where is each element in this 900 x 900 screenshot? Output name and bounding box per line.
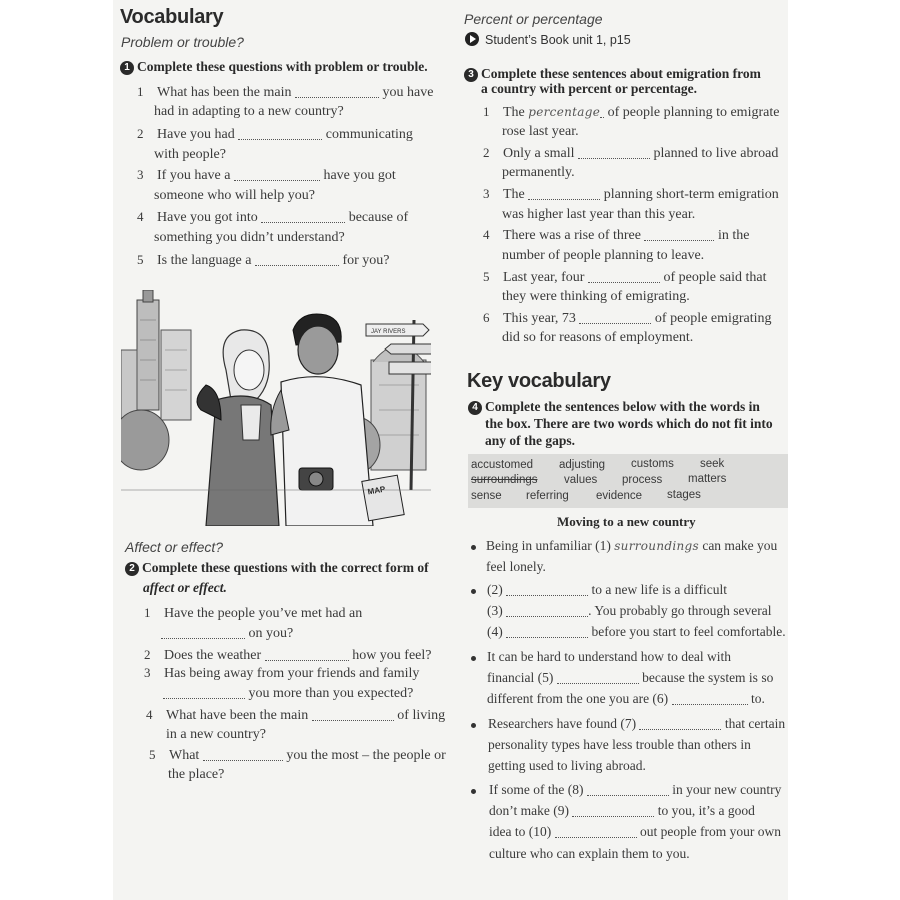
exercise-2-instruction: 2 Complete these questions with the correct form of [125,560,429,576]
ex2-item-4: 4 What have been the main of living [146,707,446,723]
ex3-item-1-cont: rose last year. [502,124,579,139]
bullet-2: (2) to a new life is a difficult [487,582,727,597]
bullet-4-cont: getting used to living abroad. [488,758,646,773]
direction-sign-text: JAY RIVERS [371,329,406,335]
bullet-point [471,656,476,661]
ex3-item-3: 3 The planning short-term emigration [483,186,779,202]
word-option: process [622,474,663,486]
word-option: evidence [596,490,643,502]
exercise-number-badge: 4 [468,401,482,415]
answer-blank[interactable] [572,806,654,817]
ex1-item-4: 4 Have you got into because of [137,209,409,225]
answer-blank[interactable] [312,710,394,721]
word-option: stages [667,489,701,501]
word-option: values [564,474,598,486]
exercise-3-instruction-cont: a country with percent or percentage. [481,81,697,96]
students-book-reference: Student’s Book unit 1, p15 [465,32,631,47]
bullet-3-cont: financial (5) because the system is so [487,670,774,685]
bullet-2-cont: (4) before you start to feel comfortable. [487,624,786,639]
bullet-1: Being in unfamiliar (1) surroundings can make you [486,538,778,553]
word-option: sense [471,490,502,502]
backpack [197,385,221,420]
answer-blank[interactable] [555,827,637,838]
exercise-1-instruction: 1 Complete these questions with problem or trouble. [120,59,428,75]
exercise-4-instruction-cont: the box. There are two words which do not fit into [485,416,773,431]
bullet-1-cont: feel lonely. [486,559,546,574]
ex3-item-2: 2 Only a small planned to live abroad [483,145,779,161]
ex1-item-4-cont: something you didn’t understand? [154,230,345,245]
camera-lens [309,472,323,486]
ex3-item-4-cont: number of people planning to leave. [502,248,705,263]
bullet-4-cont: personality types have less trouble than others in [488,737,751,752]
ex2-item-5: 5 What you the most – the people or [149,747,446,763]
answer-blank[interactable] [234,170,320,181]
exercise-number-badge: 1 [120,61,134,75]
answer-blank[interactable] [506,627,588,638]
direction-sign [389,362,431,374]
ex1-item-3-cont: someone who will help you? [154,188,315,203]
answer-blank[interactable] [203,750,283,761]
ex2-item-4-cont: in a new country? [166,727,266,742]
ex1-item-2-cont: with people? [154,147,226,162]
bullet-5-cont: idea to (10) out people from your own [489,824,781,839]
ex1-item-1: 1 What has been the main you have [137,84,434,100]
word-option: matters [688,473,727,485]
answer-blank[interactable] [161,628,245,639]
play-arrow-icon [465,32,479,46]
word-option: accustomed [471,459,534,471]
exercise-number-badge: 3 [464,68,478,82]
ex2-item-2: 2 Does the weather how you feel? [144,647,432,663]
building [161,330,191,420]
word-option-used: surroundings [471,474,538,486]
handwritten-answer: percentage [528,105,601,119]
ex2-item-3-cont: you more than you expected? [163,686,413,702]
problem-trouble-subheading: Problem or trouble? [121,34,244,50]
ex3-item-1: 1 The percentage of people planning to emigrate [483,104,780,120]
word-option: customs [631,458,674,470]
answer-blank[interactable] [639,719,721,730]
word-option: referring [526,490,569,502]
affect-effect-subheading: Affect or effect? [125,539,224,555]
vocabulary-heading: Vocabulary [120,6,224,28]
answer-blank[interactable] [506,585,588,596]
ex2-item-5-cont: the place? [168,767,225,782]
ex3-item-3-cont: was higher last year than this year. [502,207,696,222]
ex1-item-1-cont: had in adapting to a new country? [154,104,344,119]
bullet-5-cont: don’t make (9) to you, it’s a good [489,803,755,818]
ex3-item-6: 6 This year, 73 of people emigrating [483,310,772,326]
ex2-item-3: 3 Has being away from your friends and family [144,665,420,681]
answer-blank[interactable] [644,230,714,241]
bullet-point [471,723,476,728]
direction-sign [385,344,431,354]
tower-building [137,300,159,410]
exercise-number-badge: 2 [125,562,139,576]
map-label: MAP [366,484,387,497]
handwritten-answer: surroundings [614,539,699,553]
ex3-item-6-cont: did so for reasons of employment. [502,330,694,345]
word-option: adjusting [559,459,606,471]
workbook-page [113,0,788,900]
answer-blank[interactable] [295,87,379,98]
bullet-point [471,789,476,794]
bullet-5: If some of the (8) in your new country [489,782,782,797]
exercise-4-instruction: 4 Complete the sentences below with the words in [468,399,760,415]
ex2-item-1: 1 Have the people you’ve met had an [144,605,363,621]
woman-face [234,350,264,390]
answer-blank[interactable] [506,606,588,617]
answer-blank[interactable] [557,673,639,684]
bullet-3: It can be hard to understand how to deal with [487,649,732,664]
answer-blank[interactable] [600,107,604,118]
tower-top [143,290,153,302]
exercise-4-instruction-cont: any of the gaps. [485,433,576,448]
bullet-3-cont: different from the one you are (6) to. [487,691,765,706]
answer-blank[interactable] [261,212,345,223]
answer-blank[interactable] [578,148,650,159]
answer-blank[interactable] [238,129,322,140]
man-face [298,326,338,374]
bullet-5-cont: culture who can explain them to you. [489,846,690,861]
illustration-tourist-asking-directions [121,290,431,526]
answer-blank[interactable] [255,255,339,266]
bullet-4: Researchers have found (7) that certain [488,716,786,731]
answer-blank[interactable] [672,694,748,705]
bullet-point [471,545,476,550]
exercise-2-instruction-cont: affect or effect. [143,580,227,595]
answer-blank[interactable] [579,313,651,324]
ex1-item-2: 2 Have you had communicating [137,126,413,142]
answer-blank[interactable] [587,785,669,796]
answer-blank[interactable] [265,650,349,661]
ex2-item-1-cont: on you? [161,626,293,642]
bullet-point [471,589,476,594]
ex1-item-5: 5 Is the language a for you? [137,252,390,268]
background-margin [788,0,900,900]
answer-blank[interactable] [163,688,245,699]
ex3-item-5-cont: they were thinking of emigrating. [502,289,690,304]
bullet-2-cont: (3) . You probably go through several [487,603,772,618]
ex3-item-4: 4 There was a rise of three in the [483,227,750,243]
answer-blank[interactable] [588,272,660,283]
answer-blank[interactable] [528,189,600,200]
word-option: seek [700,458,725,470]
ex3-item-2-cont: permanently. [502,165,575,180]
ex3-item-5: 5 Last year, four of people said that [483,269,767,285]
man-shirt [281,377,373,526]
map [362,475,404,521]
ex1-item-3: 3 If you have a have you got [137,167,396,183]
key-vocabulary-heading: Key vocabulary [467,370,611,392]
text-title: Moving to a new country [557,514,696,529]
percent-percentage-subheading: Percent or percentage [464,11,603,27]
exercise-3-instruction: 3 Complete these sentences about emigration from [464,66,761,82]
woman-shirt [241,405,261,440]
